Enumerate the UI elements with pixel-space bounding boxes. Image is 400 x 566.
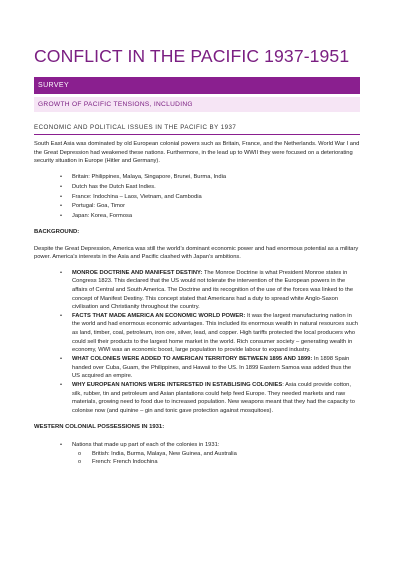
- growth-label: GROWTH OF PACIFIC TENSIONS, INCLUDING: [38, 101, 193, 108]
- western-heading: WESTERN COLONIAL POSSESSIONS IN 1931:: [34, 424, 165, 431]
- list-item: • Britain: Philippines, Malaya, Singapore, Brunei, Burma, India: [34, 173, 360, 182]
- western-intro: Nations that made up part of each of the colonies in 1931:: [72, 441, 220, 448]
- key-points-list: [34, 269, 360, 416]
- point-text: It was the largest manufacturing nation in the world and had enormous economic advantages. This included its enormous wealth in natural resources such as land, timber, coal, petroleum, iron ore, silver, lead, and copper. High tariffs protected the local producers who could sell their products to the largest home market in the world. Rich consumer society – generating wealth in economy, WWI was an economic boost, large population to provide labour to expand industry.: [72, 312, 358, 354]
- intro-paragraph: South East Asia was dominated by old European colonial powers such as Britain, France, and the Netherlands. World War I and the Great Depression had weakened these nations. Furthermore, in the lead up to WWII they were focused on a deteriorating security situation in Europe (Hitler and Germany).: [34, 141, 360, 165]
- list-item: • Portugal: Goa, Timor: [34, 202, 360, 211]
- point-text: The Monroe Doctrine is what President Monroe states in Congress 1823. This declared that the US would not tolerate the intervention of the European powers in the affairs of Central and South America. The Doctrine and its recognition of the use of the forces was linked to the concept of Manifest Destiny. This concept stated that Americans had a duty to spread white Anglo-Saxon civilisation and Christianity throughout the country.: [72, 269, 354, 311]
- list-item: [34, 355, 360, 381]
- western-list: [34, 441, 360, 467]
- background-heading: BACKGROUND:: [34, 228, 80, 235]
- point-heading: WHAT COLONIES WERE ADDED TO AMERICAN TERRITORY BETWEEN 1895 AND 1899:: [72, 356, 313, 363]
- list-item: • France: Indochina – Laos, Vietnam, and Cambodia: [34, 193, 360, 202]
- background-paragraph: Despite the Great Depression, America was still the world’s dominant economic power and had enormous potential as a military power. America’s interests in the Asia and Pacific clashed with Japan’s ambitions.: [34, 245, 359, 261]
- survey-label: SURVEY: [38, 82, 70, 89]
- page-title: CONFLICT IN THE PACIFIC 1937-1951: [34, 46, 350, 66]
- sub-list-item: o British: India, Burma, Malaya, New Guinea, and Australia: [72, 450, 360, 459]
- list-item: • Dutch has the Dutch East Indies.: [34, 183, 360, 192]
- list-item: • Japan: Korea, Formosa: [34, 212, 360, 221]
- list-item: [34, 381, 360, 415]
- western-sublist: [72, 450, 360, 467]
- sub-list-item: o French: French Indochina: [72, 458, 360, 467]
- point-heading: WHY EUROPEAN NATIONS WERE INTERESTED IN ESTABLISING COLONIES: [72, 382, 283, 388]
- point-heading: MONROE DOCTRINE AND MANIFEST DESTINY:: [72, 269, 203, 276]
- point-text: : Asia could provide cotton, silk, rubber, tin and petroleum and Asian plantations could help feed Europe. They needed markets and raw materials, growing need to food due to increased population. New weapons meant that they had the capacity to colonise now (and quinine – gin and tonic gave protection against mosquitoes).: [72, 382, 355, 414]
- point-heading: FACTS THAT MADE AMERICA AN ECONOMIC WORLD POWER:: [72, 312, 246, 319]
- growth-banner: [34, 97, 360, 112]
- point-text: In 1898 Spain handed over Cuba, Guam, the Philippines, and Hawaii to the US. In 1899 Eastern Samoa was added thus the US acquired an empire.: [72, 356, 352, 380]
- list-item: [34, 269, 360, 312]
- list-item: [34, 312, 360, 355]
- list-item: [34, 441, 360, 467]
- section-heading: ECONOMIC AND POLITICAL ISSUES IN THE PACIFIC BY 1937: [34, 123, 360, 135]
- colonies-list: [34, 173, 360, 221]
- survey-banner: [34, 77, 360, 94]
